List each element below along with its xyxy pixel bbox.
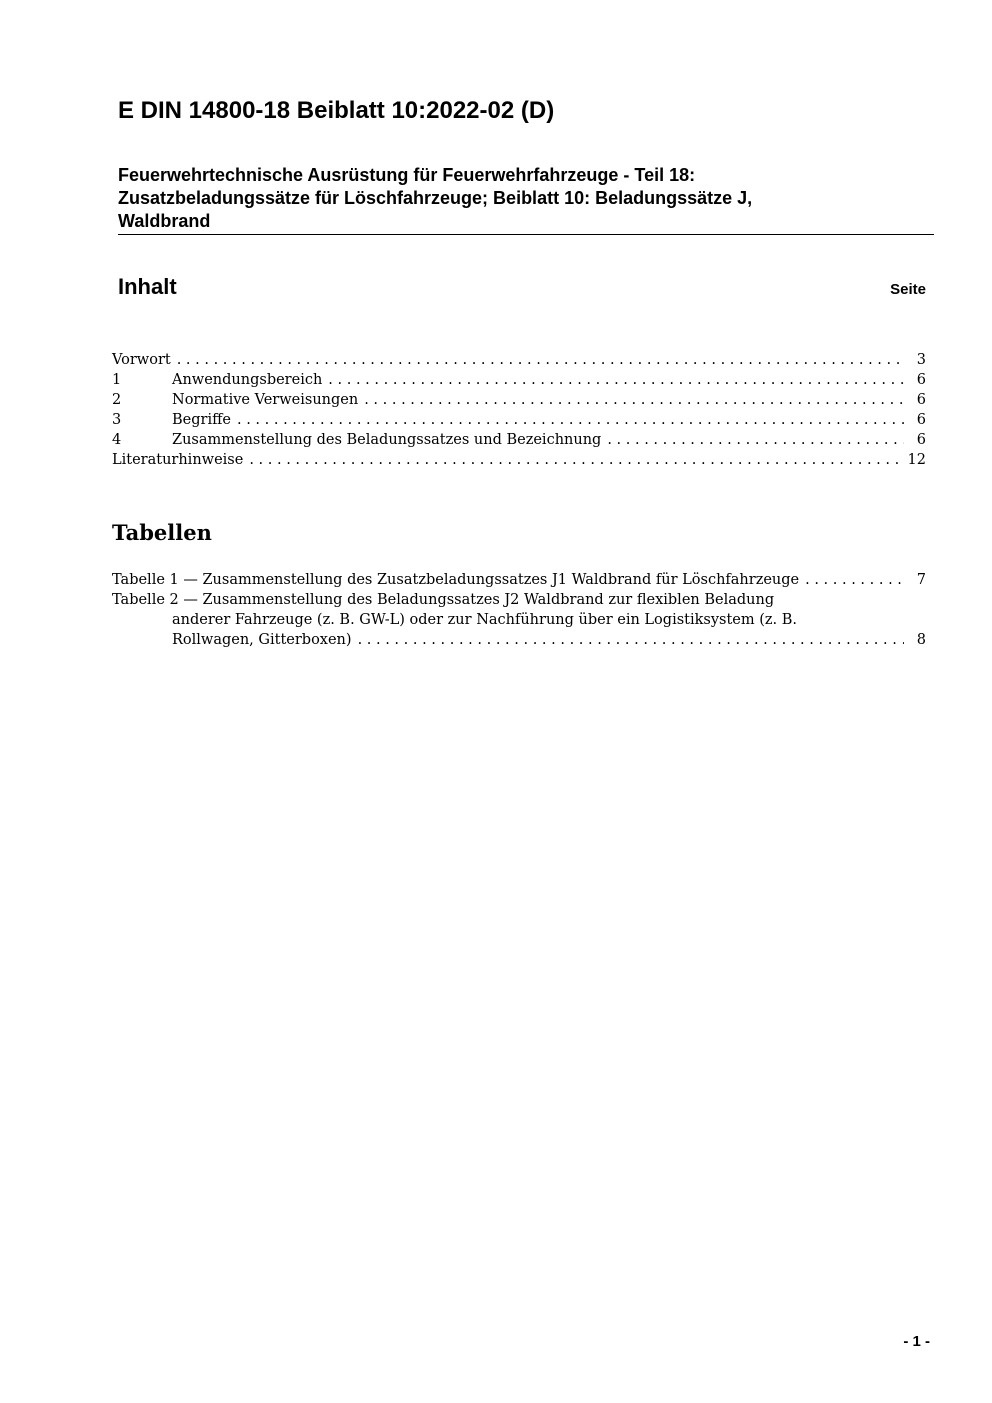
- table-entry-line: [112, 610, 926, 630]
- page-number: - 1 -: [903, 1333, 930, 1350]
- toc-entry-page: 6: [916, 432, 926, 448]
- dot-leader: [352, 630, 904, 650]
- tables-list-heading: Tabellen: [112, 520, 212, 545]
- title-divider: [118, 234, 934, 235]
- dot-leader: [243, 450, 904, 470]
- table-entry-title: Tabelle 1 — Zusammenstellung des Zusatzbeladungssatzes J1 Waldbrand für Löschfahrzeuge: [112, 572, 800, 588]
- toc-entry-literaturhinweise[interactable]: [112, 450, 926, 470]
- tables-list: [112, 570, 926, 650]
- document-id: E DIN 14800-18 Beiblatt 10:2022-02 (D): [118, 97, 555, 124]
- toc-entry-title: Anwendungsbereich: [172, 372, 323, 388]
- dot-leader: [358, 390, 904, 410]
- table-entry-page: 8: [916, 632, 926, 648]
- subtitle-line: Waldbrand: [118, 211, 211, 231]
- dot-leader: [322, 370, 904, 390]
- dot-leader: [601, 430, 904, 450]
- toc-entry-page: 12: [907, 452, 926, 468]
- table-entry-title-continued: Rollwagen, Gitterboxen): [172, 632, 352, 648]
- dot-leader: [231, 410, 904, 430]
- toc-entry-title: Vorwort: [112, 352, 171, 368]
- table-entry-page: 7: [916, 572, 926, 588]
- subtitle-line: Zusatzbeladungssätze für Löschfahrzeuge; Beiblatt 10: Beladungssätze J,: [118, 188, 753, 208]
- toc-entry-number: 4: [112, 432, 122, 448]
- table-entry-1[interactable]: [112, 570, 926, 590]
- table-entry-title-continued: anderer Fahrzeuge (z. B. GW-L) oder zur Nachführung über ein Logistiksystem (z. B.: [172, 612, 798, 628]
- toc-entry-page: 6: [916, 392, 926, 408]
- toc-entry-normative-verweisungen[interactable]: [112, 390, 926, 410]
- table-entry-line: [112, 570, 926, 590]
- subtitle-line: Feuerwehrtechnische Ausrüstung für Feuerwehrfahrzeuge - Teil 18:: [118, 165, 696, 185]
- toc-entry-number: 1: [112, 372, 122, 388]
- toc-entry-title: Literaturhinweise: [112, 452, 244, 468]
- toc-heading: Inhalt: [118, 274, 177, 299]
- dot-leader: [799, 570, 904, 590]
- table-of-contents: [112, 350, 926, 470]
- toc-entry-page: 6: [916, 412, 926, 428]
- toc-entry-page: 3: [916, 352, 926, 368]
- table-entry-line: [112, 590, 926, 610]
- toc-entry-begriffe[interactable]: [112, 410, 926, 430]
- dot-leader: [171, 350, 904, 370]
- document-subtitle: [118, 164, 934, 233]
- toc-entry-page: 6: [916, 372, 926, 388]
- toc-entry-anwendungsbereich[interactable]: [112, 370, 926, 390]
- toc-entry-title: Zusammenstellung des Beladungssatzes und Bezeichnung: [172, 432, 602, 448]
- table-entry-title: Tabelle 2 — Zusammenstellung des Beladungssatzes J2 Waldbrand zur flexiblen Beladung: [112, 592, 775, 608]
- page-column-label: Seite: [890, 281, 926, 298]
- toc-entry-title: Normative Verweisungen: [172, 392, 359, 408]
- table-entry-2[interactable]: [112, 590, 926, 650]
- toc-entry-number: 2: [112, 392, 122, 408]
- toc-entry-number: 3: [112, 412, 122, 428]
- toc-entry-title: Begriffe: [172, 412, 231, 428]
- toc-entry-zusammenstellung[interactable]: [112, 430, 926, 450]
- toc-entry-vorwort[interactable]: [112, 350, 926, 370]
- table-entry-line: [112, 630, 926, 650]
